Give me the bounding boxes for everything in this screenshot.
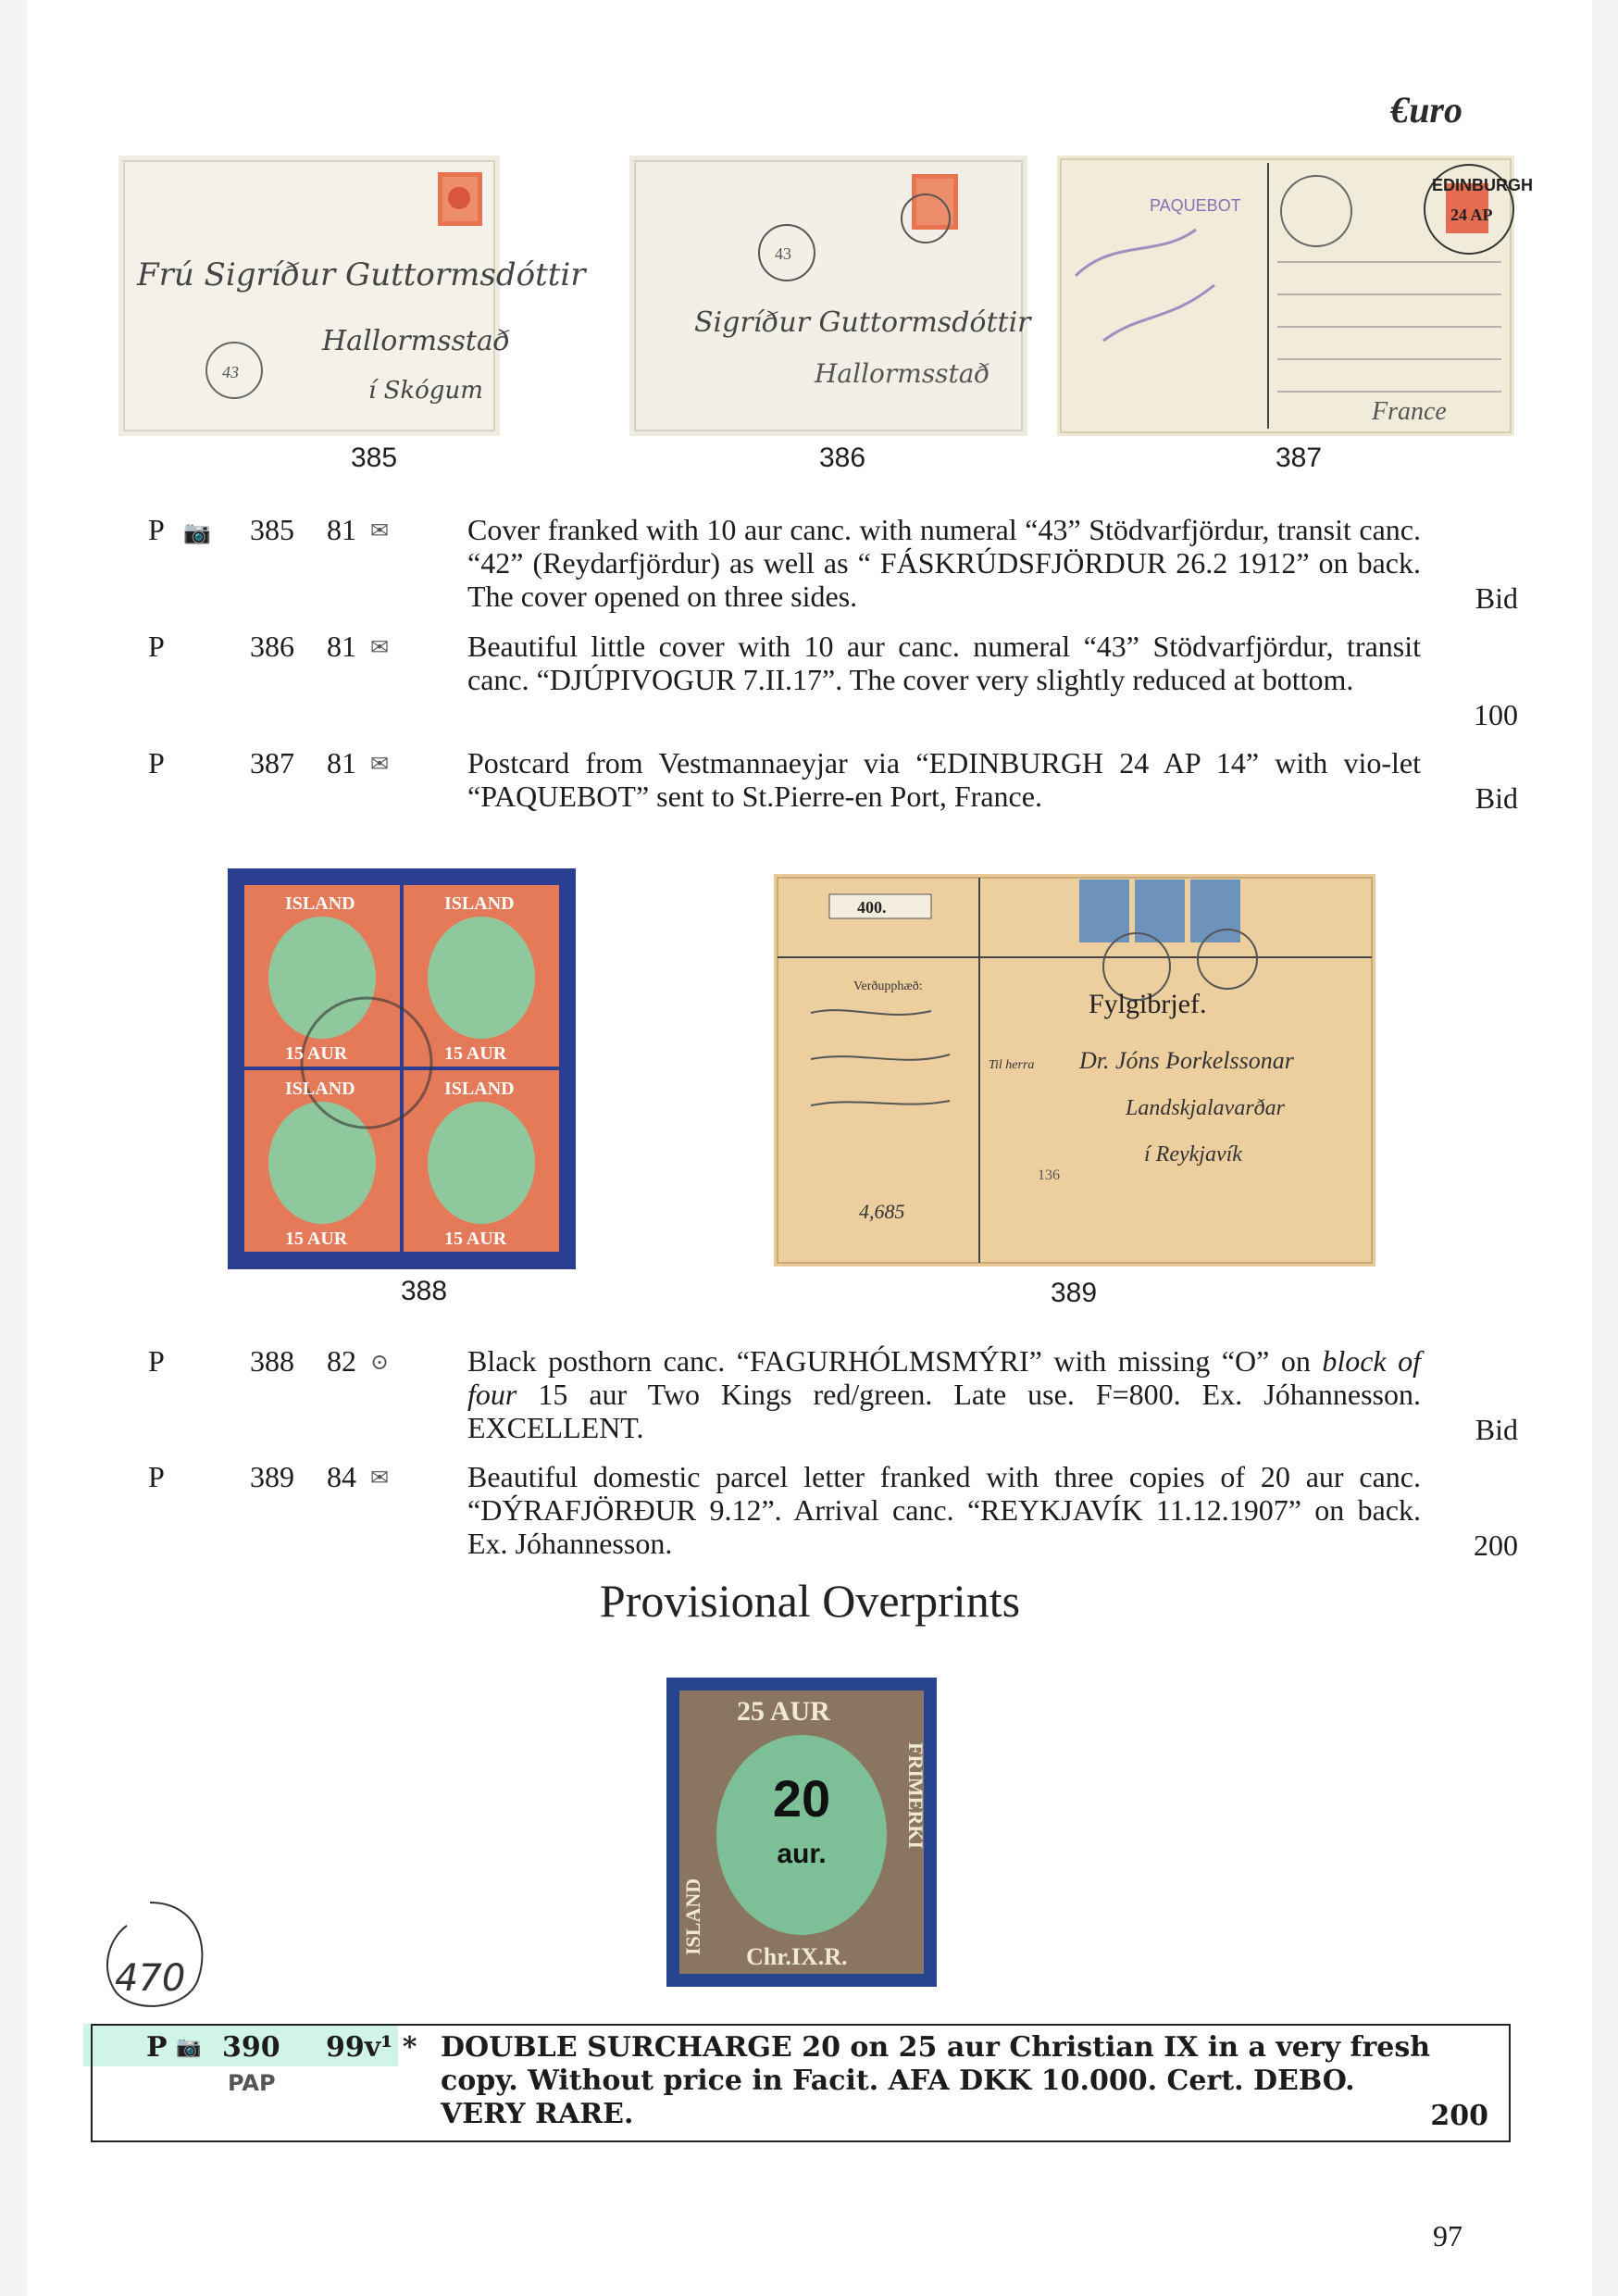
lot-price: Bid [1475, 581, 1518, 615]
lot-number: 387 [250, 746, 294, 780]
lot-description: Beautiful domestic parcel letter franked with three copies of 20 aur canc. “DÝRAFJÖRÐUR 9.12”. Arrival canc. “REYKJAVÍK 11.12.1907” on back. Ex. Jóhannesson. [467, 1460, 1421, 1560]
caption-385: 385 [350, 443, 398, 473]
lot-description: Postcard from Vestmannaeyjar via “EDINBURGH 24 AP 14” with vio-let “PAQUEBOT” sent to St.Pierre-en Port, France. [467, 746, 1421, 813]
parcel-letter-389-svg [774, 874, 1375, 1267]
catalog-number: 99v¹ * [326, 2031, 417, 2064]
stamp-388-island-1: ISLAND [285, 893, 355, 914]
lot-number: 386 [250, 630, 294, 663]
lot-number: 388 [250, 1344, 294, 1378]
postcard-387-date: 24 AP [1450, 206, 1493, 224]
handwritten-annotation: PAP [228, 2070, 276, 2096]
postcard-387-paquebot: PAQUEBOT [1150, 196, 1241, 215]
stamp-388-value-2: 15 AUR [444, 1043, 507, 1064]
stamp-390-surcharge-value: 20 [772, 1769, 831, 1828]
stamp-390-island: ISLAND [681, 1878, 704, 1955]
cover-385-svg [118, 156, 586, 436]
stamp-block-388-svg [228, 868, 576, 1269]
lot-number: 389 [250, 1460, 294, 1493]
catalog-number: 82 [327, 1344, 356, 1378]
cover-icon: ✉ [370, 519, 390, 543]
parcel-389-city: í Reykjavík [1144, 1142, 1242, 1167]
lot-grade: P [146, 2031, 168, 2064]
stamp-388-value-3: 15 AUR [285, 1229, 348, 1249]
cover-icon: ✉ [370, 636, 390, 660]
cover-icon: ✉ [370, 753, 390, 777]
stamp-390-chr: Chr.IX.R. [746, 1943, 848, 1970]
parcel-389-verdupph: Verðupphæð: [853, 980, 923, 993]
cover-385-address-2: Hallormsstað [322, 325, 510, 357]
stamp-390-surcharge-unit: aur. [777, 1839, 827, 1869]
parcel-389-title: Fylgibrjef. [1089, 989, 1207, 1019]
lot-388 [148, 1344, 1518, 1446]
cover-385-address-1: Frú Sigríður Guttormsdóttir [137, 256, 586, 293]
photo-icon: 📷 [183, 521, 211, 545]
featured-lot-line-1: DOUBLE SURCHARGE 20 on 25 aur Christian IX in a very fresh [441, 2031, 1431, 2064]
parcel-389-title2: Landskjalavarðar [1126, 1096, 1286, 1120]
caption-387: 387 [1275, 443, 1323, 473]
cover-386-address-2: Hallormsstað [815, 358, 990, 389]
postcard-387-country: France [1372, 397, 1447, 426]
lot-389 [148, 1460, 1518, 1562]
cover-386-svg [629, 156, 1031, 436]
caption-389: 389 [1050, 1278, 1098, 1308]
parcel-389-number: 136 [1038, 1167, 1060, 1183]
lot-description: Beautiful little cover with 10 aur canc. numeral “43” Stödvarfjördur, transit canc. “DJÚPIVOGUR 7.II.17”. The cover very slightly reduced at bottom. [467, 630, 1421, 696]
lot-grade: P [148, 1344, 165, 1378]
catalog-number: 84 [327, 1460, 356, 1493]
lot-price: 200 [1430, 2100, 1488, 2132]
lot-description-part-2: 15 aur Two Kings red/green. Late use. F=800. Ex. Jóhannesson. EXCELLENT. [467, 1378, 1421, 1444]
handwritten-circle [94, 1898, 215, 2018]
lot-number: 385 [250, 513, 294, 546]
cover-386-image [629, 156, 1031, 436]
featured-lot-line-3: VERY RARE. [441, 2098, 634, 2130]
lot-description [467, 1344, 1421, 1444]
handwritten-estimate [94, 1898, 215, 2018]
featured-lot-line-2: copy. Without price in Facit. AFA DKK 10.000. Cert. DEBO. [441, 2065, 1355, 2097]
lot-price: 100 [1474, 698, 1518, 731]
lot-387 [148, 746, 1518, 820]
catalog-page [28, 0, 1592, 2296]
parcel-389-name: Dr. Jóns Þorkelssonar [1079, 1047, 1294, 1074]
lot-description-italic: block of four [467, 1344, 1421, 1411]
lot-grade: P [148, 746, 165, 780]
postcard-387-svg [1057, 156, 1534, 436]
stamp-388-island-3: ISLAND [285, 1079, 355, 1099]
stamp-388-value-1: 15 AUR [285, 1043, 348, 1064]
lot-description-part-1: Black posthorn canc. “FAGURHÓLMSMÝRI” with missing “O” on [467, 1344, 1323, 1378]
currency-label: €uro [1390, 89, 1462, 131]
catalog-number: 81 [327, 746, 356, 780]
lot-price: Bid [1475, 1413, 1518, 1446]
parcel-389-til: Til herra [989, 1058, 1035, 1072]
lot-grade: P [148, 513, 165, 546]
cover-386-address-1: Sigríður Guttormsdóttir [694, 306, 1031, 339]
postcard-387-edinburgh: EDINBURGH [1432, 176, 1534, 194]
lot-number: 390 [222, 2031, 280, 2064]
parcel-389-value: 400. [857, 898, 887, 917]
lot-386 [148, 630, 1518, 731]
featured-lot-390 [91, 2024, 1511, 2142]
lot-385 [148, 513, 1518, 615]
section-title: Provisional Overprints [599, 1575, 1021, 1627]
stamp-388-island-2: ISLAND [444, 893, 515, 914]
handwritten-estimate-text: 470 [115, 1957, 186, 2000]
cover-385-cancel: 43 [222, 363, 239, 381]
caption-386: 386 [818, 443, 866, 473]
stamp-390-image [666, 1678, 937, 1987]
cover-icon: ✉ [370, 1466, 390, 1491]
postcard-387-image [1057, 156, 1534, 436]
page-number: 97 [1433, 2219, 1462, 2252]
used-icon: ⊙ [370, 1351, 390, 1375]
cover-385-image [118, 156, 586, 436]
stamp-388-value-4: 15 AUR [444, 1229, 507, 1249]
lot-price: 200 [1474, 1529, 1518, 1562]
parcel-letter-389-image [774, 874, 1375, 1267]
cover-385-address-3: í Skógum [368, 377, 483, 405]
catalog-number: 81 [327, 630, 356, 663]
stamp-390-frimerki: FRIMERKI [904, 1742, 927, 1849]
caption-388: 388 [400, 1276, 448, 1306]
cover-386-cancel: 43 [775, 244, 791, 263]
catalog-number: 81 [327, 513, 356, 546]
photo-icon: 📷 [176, 2035, 202, 2059]
lot-price: Bid [1475, 781, 1518, 815]
stamp-390-value-original: 25 AUR [737, 1696, 830, 1727]
lot-description: Cover franked with 10 aur canc. with numeral “43” Stödvarfjördur, transit canc. “42” (Reydarfjördur) as well as “ FÁSKRÚDSFJÖRDUR 26.2 1912” on back. The cover opened on three sides. [467, 513, 1421, 613]
parcel-389-weight: 4,685 [859, 1200, 905, 1223]
stamp-block-388-image [228, 868, 576, 1269]
stamp-390-svg [666, 1678, 937, 1987]
lot-grade: P [148, 1460, 165, 1493]
stamp-388-island-4: ISLAND [444, 1079, 515, 1099]
lot-grade: P [148, 630, 165, 663]
